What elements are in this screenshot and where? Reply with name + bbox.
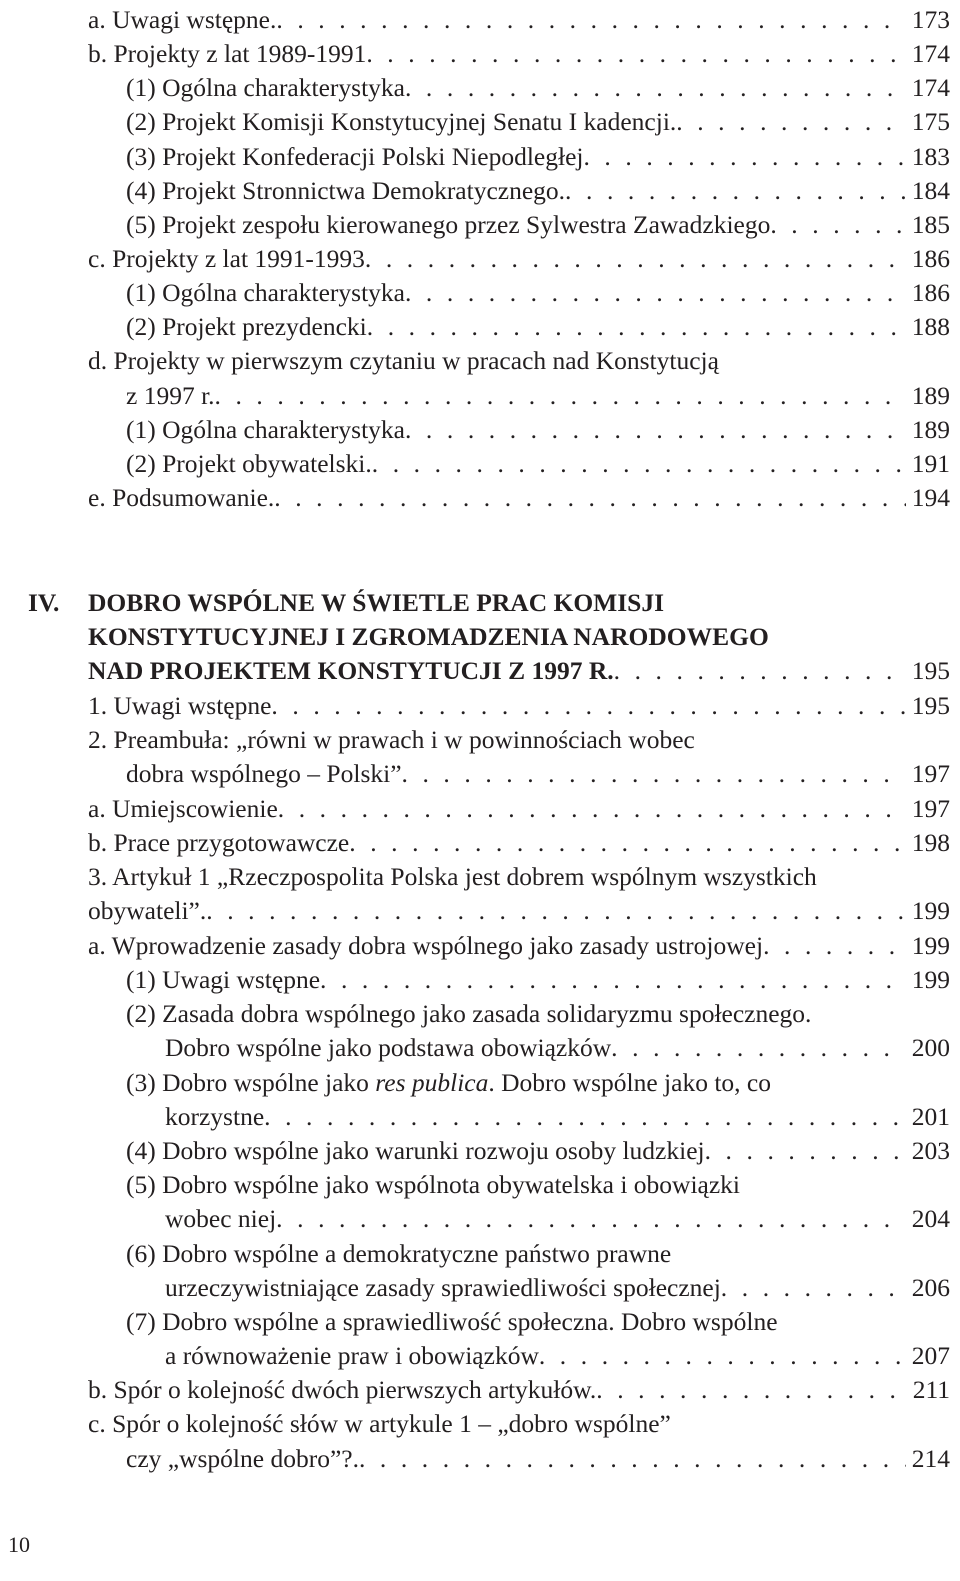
- toc-entry-text: a równoważenie praw i obowiązków: [165, 1341, 539, 1370]
- toc-entry: [126, 963, 950, 997]
- toc-page-number: 175: [911, 107, 950, 136]
- dot-leader: [614, 654, 906, 688]
- toc-page-number: 199: [911, 965, 950, 994]
- toc-entry-text: dobra wspólnego – Polski”: [126, 759, 402, 788]
- toc-entry: [126, 174, 950, 208]
- dot-leader: [596, 1373, 906, 1407]
- toc-entry: [88, 826, 950, 860]
- toc-entry: [88, 860, 817, 894]
- toc-page-number: 189: [911, 415, 950, 444]
- toc-entry: [126, 140, 950, 174]
- toc-entry: [126, 310, 950, 344]
- toc-entry-text: a. Umiejscowienie: [88, 794, 278, 823]
- toc-entry-text: c. Projekty z lat 1991-1993: [88, 244, 365, 273]
- dot-leader: [215, 379, 906, 413]
- toc-page-number: 191: [911, 449, 950, 478]
- toc-entry-text: (7) Dobro wspólne a sprawiedliwość społeczna. Dobro wspólne: [126, 1307, 778, 1336]
- dot-leader: [320, 963, 906, 997]
- dot-leader: [274, 481, 905, 515]
- toc-entry: [88, 344, 719, 378]
- chapter-title-text: DOBRO WSPÓLNE W ŚWIETLE PRAC KOMISJI: [88, 588, 665, 617]
- toc-entry: [126, 71, 950, 105]
- toc-entry-text: wobec niej: [165, 1204, 277, 1233]
- dot-leader: [271, 689, 905, 723]
- toc-entry-text: 3. Artykuł 1 „Rzeczpospolita Polska jest dobrem wspólnym wszystkich: [88, 862, 817, 891]
- toc-entry-text: urzeczywistniające zasady sprawiedliwości społecznej: [165, 1273, 721, 1302]
- toc-entry-text: 1. Uwagi wstępne: [88, 691, 272, 720]
- toc-entry: [88, 1407, 671, 1441]
- chapter-title-text: KONSTYTUCYJNEJ I ZGROMADZENIA NARODOWEGO: [88, 622, 769, 651]
- toc-entry: [126, 1442, 950, 1476]
- toc-page-number: 173: [911, 5, 950, 34]
- dot-leader: [349, 826, 905, 860]
- toc-entry: [88, 37, 950, 71]
- dot-leader: [565, 174, 906, 208]
- toc-entry: [126, 1134, 950, 1168]
- dot-leader: [405, 276, 906, 310]
- toc-page-number: 194: [911, 483, 950, 512]
- toc-page-number: 183: [911, 142, 950, 171]
- toc-entry-text: (5) Projekt zespołu kierowanego przez Sylwestra Zawadzkiego: [126, 210, 771, 239]
- toc-entry: [165, 1339, 950, 1373]
- toc-entry-text: a. Wprowadzenie zasady dobra wspólnego jako zasady ustrojowej: [88, 931, 764, 960]
- dot-leader: [206, 894, 906, 928]
- dot-leader: [365, 242, 906, 276]
- toc-page-number: 204: [911, 1204, 950, 1233]
- dot-leader: [278, 792, 906, 826]
- toc-entry-text: czy „wspólne dobro”?.: [126, 1444, 359, 1473]
- toc-entry-text: (1) Ogólna charakterystyka: [126, 73, 405, 102]
- toc-entry-text: (1) Ogólna charakterystyka: [126, 278, 405, 307]
- dot-leader: [583, 140, 905, 174]
- toc-entry: [126, 379, 950, 413]
- chapter-page-number: 195: [911, 656, 950, 685]
- toc-page-number: 174: [911, 39, 950, 68]
- dot-leader: [539, 1339, 906, 1373]
- toc-entry: [126, 1237, 671, 1271]
- toc-entry-text: (2) Projekt obywatelski.: [126, 449, 372, 478]
- dot-leader: [359, 1442, 906, 1476]
- toc-entry-text: (6) Dobro wspólne a demokratyczne państwo prawne: [126, 1239, 672, 1268]
- toc-page-number: 206: [911, 1273, 950, 1302]
- dot-leader: [366, 37, 905, 71]
- toc-entry-text: (3) Projekt Konfederacji Polski Niepodległej: [126, 142, 584, 171]
- toc-entry: [88, 929, 950, 963]
- chapter-number: IV.: [28, 588, 60, 617]
- toc-entry-text: (4) Dobro wspólne jako warunki rozwoju osoby ludzkiej: [126, 1136, 705, 1165]
- toc-page-number: 189: [911, 381, 950, 410]
- toc-entry: [126, 757, 950, 791]
- toc-entry-text: e. Podsumowanie.: [88, 483, 275, 512]
- toc-entry-text: z 1997 r.: [126, 381, 215, 410]
- toc-page-number: 214: [911, 1444, 950, 1473]
- toc-entry: [126, 208, 950, 242]
- toc-entry: [88, 3, 950, 37]
- toc-entry: [88, 894, 950, 928]
- toc-page-number: 185: [911, 210, 950, 239]
- toc-entry-text: (2) Projekt Komisji Konstytucyjnej Senatu I kadencji.: [126, 107, 677, 136]
- toc-entry: [88, 1373, 950, 1407]
- dot-leader: [402, 757, 906, 791]
- toc-page-number: 184: [911, 176, 950, 205]
- dot-leader: [721, 1271, 906, 1305]
- toc-entry-text: (4) Projekt Stronnictwa Demokratycznego.: [126, 176, 566, 205]
- toc-entry: [126, 105, 950, 139]
- toc-entry: [126, 1066, 771, 1100]
- page-number: 10: [8, 1532, 30, 1557]
- toc-entry: [88, 792, 950, 826]
- toc-entry-text: (1) Uwagi wstępne: [126, 965, 321, 994]
- chapter-title-line: [88, 620, 769, 654]
- toc-page-number: 174: [911, 73, 950, 102]
- toc-entry: [88, 242, 950, 276]
- toc-entry: [88, 723, 695, 757]
- dot-leader: [264, 1100, 906, 1134]
- toc-entry: [126, 276, 950, 310]
- dot-leader: [611, 1031, 906, 1065]
- dot-leader: [276, 3, 905, 37]
- dot-leader: [372, 447, 906, 481]
- toc-entry: [165, 1271, 950, 1305]
- toc-page-number: 186: [911, 278, 950, 307]
- toc-entry: [126, 1168, 740, 1202]
- toc-page-number: 197: [911, 794, 950, 823]
- toc-entry-text: b. Prace przygotowawcze: [88, 828, 350, 857]
- toc-entry: [126, 997, 811, 1031]
- toc-entry: [88, 481, 950, 515]
- dot-leader: [276, 1202, 906, 1236]
- toc-entry-text: b. Projekty z lat 1989-1991: [88, 39, 367, 68]
- toc-entry-text: (3) Dobro wspólne jako res publica. Dobro wspólne jako to, co: [126, 1068, 771, 1097]
- toc-entry-text: b. Spór o kolejność dwóch pierwszych artykułów.: [88, 1375, 597, 1404]
- toc-entry: [126, 447, 950, 481]
- dot-leader: [405, 413, 906, 447]
- dot-leader: [676, 105, 905, 139]
- toc-entry-text: a. Uwagi wstępne.: [88, 5, 277, 34]
- toc-page-number: 195: [911, 691, 950, 720]
- toc-page-number: 188: [911, 312, 950, 341]
- toc-entry-text: (1) Ogólna charakterystyka: [126, 415, 405, 444]
- toc-page-number: 201: [911, 1102, 950, 1131]
- toc-entry-text: 2. Preambuła: „równi w prawach i w powinnościach wobec: [88, 725, 695, 754]
- dot-leader: [367, 310, 906, 344]
- toc-page-number: 203: [911, 1136, 950, 1165]
- dot-leader: [770, 208, 905, 242]
- dot-leader: [705, 1134, 906, 1168]
- toc-entry-text: Dobro wspólne jako podstawa obowiązków: [165, 1033, 612, 1062]
- toc-entry: [165, 1202, 950, 1236]
- toc-page-number: 200: [911, 1033, 950, 1062]
- toc-page-number: 198: [911, 828, 950, 857]
- toc-page-number: 207: [911, 1341, 950, 1370]
- toc-entry-text: (2) Projekt prezydencki: [126, 312, 367, 341]
- toc-entry-text: obywateli”.: [88, 896, 207, 925]
- toc-page-number: 186: [911, 244, 950, 273]
- toc-entry-text: (2) Zasada dobra wspólnego jako zasada solidaryzmu społecznego.: [126, 999, 812, 1028]
- toc-entry-text: korzystne: [165, 1102, 265, 1131]
- toc-entry-text: d. Projekty w pierwszym czytaniu w pracach nad Konstytucją: [88, 346, 719, 375]
- chapter-title-text: NAD PROJEKTEM KONSTYTUCJI Z 1997 R.: [88, 656, 614, 685]
- toc-entry: [165, 1100, 950, 1134]
- toc-entry: [126, 413, 950, 447]
- dot-leader: [405, 71, 906, 105]
- toc-page-number: 211: [912, 1375, 950, 1404]
- toc-page-number: 197: [911, 759, 950, 788]
- chapter-title-line: [88, 586, 664, 620]
- toc-entry-text: (5) Dobro wspólne jako wspólnota obywatelska i obowiązki: [126, 1170, 741, 1199]
- toc-entry-text: c. Spór o kolejność słów w artykule 1 – „dobro wspólne”: [88, 1409, 671, 1438]
- toc-entry: [88, 689, 950, 723]
- toc-entry: [165, 1031, 950, 1065]
- toc-page-number: 199: [911, 931, 950, 960]
- chapter-title-line: [88, 654, 950, 688]
- toc-page-number: 199: [911, 896, 950, 925]
- toc-entry: [126, 1305, 778, 1339]
- dot-leader: [763, 929, 906, 963]
